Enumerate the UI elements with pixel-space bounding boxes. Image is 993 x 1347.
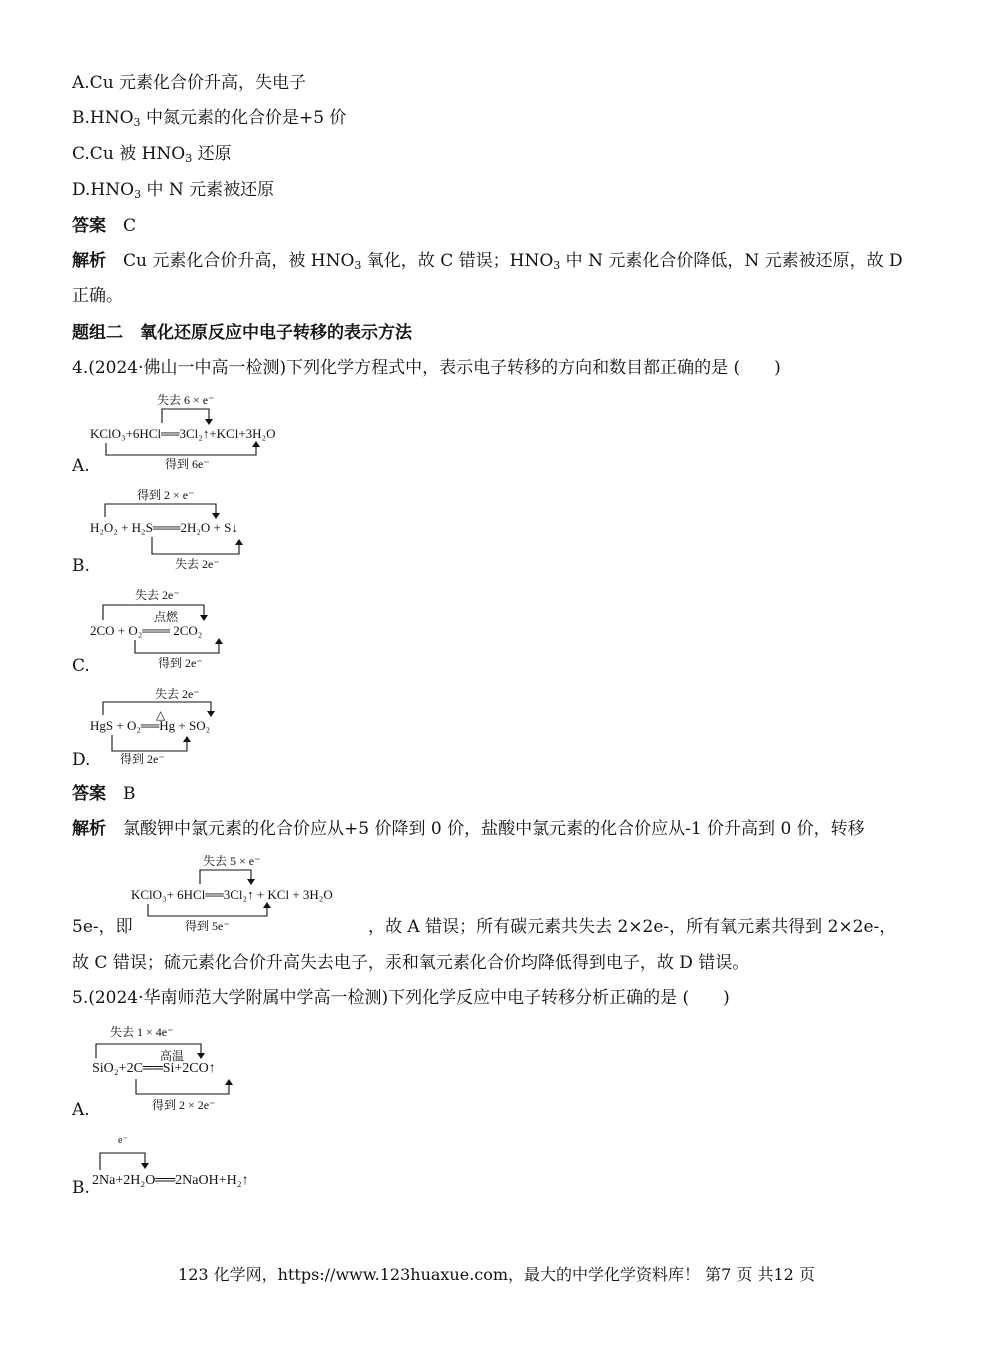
q4d-bottom-label: 得到 2e⁻ (120, 752, 165, 766)
q5-stem: 5.(2024·华南师范大学附属中学高一检测)下列化学反应中电子转移分析正确的是 ( ) (72, 988, 730, 1008)
q4c-equation: 2CO + O₂═══ 2CO₂ (90, 623, 203, 638)
q4a-equation: KClO₃+6HCl══3Cl₂↑+KCl+3H₂O (90, 426, 276, 441)
q4c-bottom-label: 得到 2e⁻ (158, 656, 203, 670)
q4a-top-label: 失去 6 × e⁻ (157, 393, 215, 407)
option-d: $D.HNO_3$ 中 N 元素被还原 (72, 180, 275, 201)
q4a-label: A. (72, 456, 90, 476)
q5a-label: A. (72, 1100, 90, 1120)
q5b-top-label: e⁻ (118, 1135, 128, 1146)
analysis-q4-line2a: 5e-，即 (72, 917, 133, 937)
analysis-inline-equation: KClO₃+ 6HCl══3Cl₂↑ + KCl + 3H₂O (131, 887, 333, 902)
q4c-label: C. (72, 656, 90, 676)
q5a-top-label: 失去 1 × 4e⁻ (110, 1025, 174, 1039)
q4a-bottom-label: 得到 6e⁻ (165, 457, 210, 471)
q4c-condition: 点燃 (154, 610, 179, 624)
q4b-top-label: 得到 2 × e⁻ (137, 488, 195, 502)
q4d-top-label: 失去 2e⁻ (155, 687, 200, 701)
option-a: A.Cu 元素化合价升高，失电子 (72, 73, 307, 93)
answer-q3: 答案 C (72, 216, 137, 236)
option-c: C.Cu 被 $HNO_3$ 还原 (72, 144, 232, 165)
q4d-equation: HgS + O₂══Hg + SO₂ (90, 718, 211, 733)
analysis-q4-line3: 故 C 错误；硫元素化合价升高失去电子，汞和氧元素化合价均降低得到电子，故 D 错误。 (72, 953, 750, 973)
answer-q4: 答案 B (72, 784, 136, 804)
analysis-inline-bottom-label: 得到 5e⁻ (185, 919, 230, 933)
q4d-label: D. (72, 750, 91, 770)
q4c-top-label: 失去 2e⁻ (135, 588, 180, 602)
section-title: 题组二 氧化还原反应中电子转移的表示方法 (72, 323, 412, 343)
q4-stem: 4.(2024·佛山一中高一检测)下列化学方程式中，表示电子转移的方向和数目都正确的是 ( ) (72, 358, 781, 378)
option-b: $B.HNO_3$ 中氮元素的化合价是+5 价 (72, 108, 347, 129)
q5a-bottom-label: 得到 2 × 2e⁻ (152, 1098, 216, 1112)
analysis-inline-top-label: 失去 5 × e⁻ (203, 854, 261, 868)
analysis-q4-line2b: ，故 A 错误；所有碳元素共失去 2×2e-，所有氧元素共得到 2×2e-， (368, 917, 897, 937)
analysis-q3-line1: 解析 Cu 元素化合价升高，被 $HNO_3$ 氧化，故 C 错误；$HNO_3$ 中 N 元素化合价降低，N 元素被还原，故 D (72, 251, 903, 272)
analysis-q4-line1: 解析 氯酸钾中氯元素的化合价应从+5 价降到 0 价，盐酸中氯元素的化合价应从-1 价升高到 0 价，转移 (72, 819, 865, 839)
q5b-equation: 2Na+2H₂O══2NaOH+H₂↑ (92, 1173, 249, 1188)
q5a-condition: 高温 (160, 1049, 185, 1063)
analysis-q3-line2: 正确。 (72, 286, 123, 306)
page-footer: 123 化学网，https://www.123huaxue.com，最大的中学化学资料库！ 第7 页 共12 页 (178, 1265, 815, 1284)
q4b-bottom-label: 失去 2e⁻ (175, 557, 220, 571)
q4d-condition: △ (156, 708, 166, 722)
q5a-equation: SiO₂+2C══Si+2CO↑ (92, 1061, 216, 1076)
q5b-label: B. (72, 1178, 90, 1198)
q4b-equation: H₂O₂ + H₂S═══2H₂O + S↓ (90, 520, 238, 535)
q4b-label: B. (72, 556, 90, 576)
